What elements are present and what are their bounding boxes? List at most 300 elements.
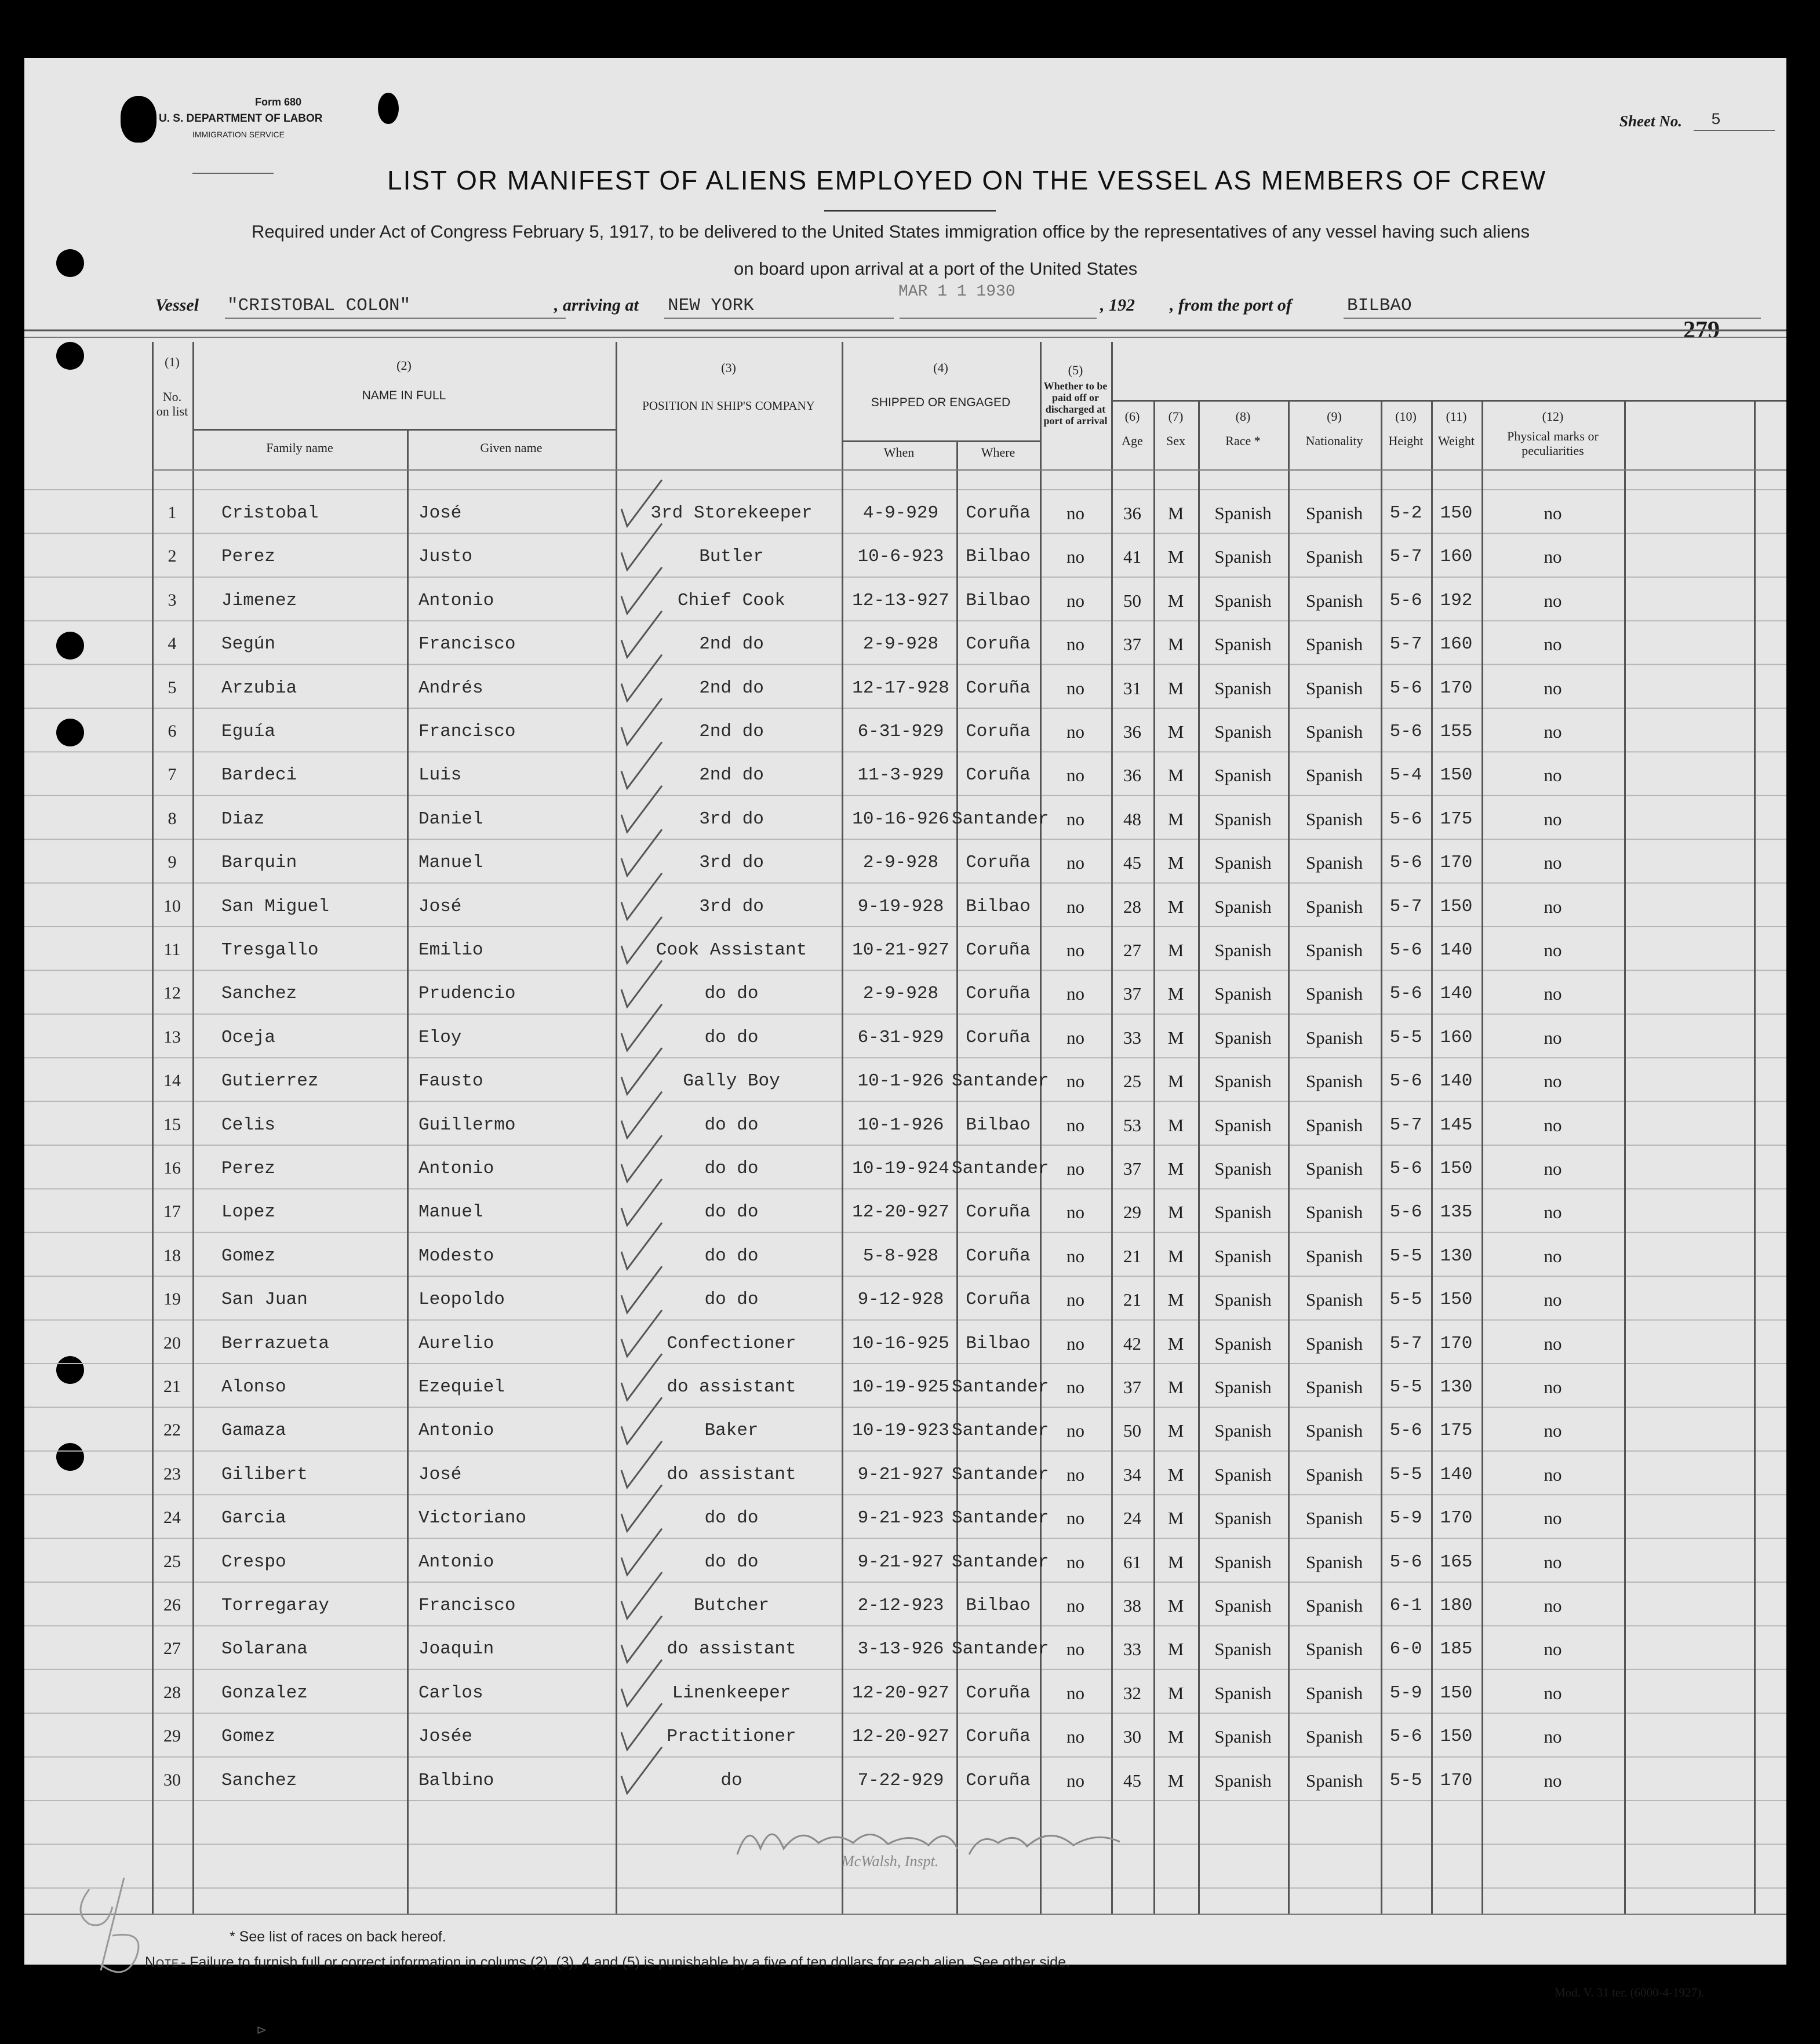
sex: M	[1167, 1114, 1184, 1135]
position: do do	[704, 1551, 759, 1572]
col4-where-label: Where	[981, 445, 1015, 460]
col6-number: (6)	[1124, 409, 1140, 424]
engaged-date: 5-8-928	[862, 1245, 939, 1266]
height: 5-6	[1389, 983, 1422, 1004]
physical-marks: no	[1544, 765, 1562, 786]
sex: M	[1167, 1726, 1184, 1747]
engaged-date: 9-21-923	[857, 1508, 944, 1529]
height: 5-6	[1389, 677, 1422, 698]
race: Spanish	[1214, 1770, 1272, 1791]
position: do assistant	[667, 1377, 796, 1397]
family-name: San Juan	[221, 1289, 308, 1310]
position: Cook Assistant	[656, 940, 807, 960]
engaged-date: 9-19-928	[857, 896, 944, 917]
height: 5-5	[1389, 1027, 1422, 1048]
engaged-date: 2-12-923	[857, 1595, 944, 1616]
age: 33	[1123, 1027, 1141, 1048]
engaged-date: 7-22-929	[857, 1770, 944, 1791]
paid-off: no	[1066, 1377, 1084, 1397]
engaged-date: 12-20-927	[852, 1682, 949, 1703]
engaged-place: Santander	[952, 1639, 1049, 1660]
subtitle-line-2: on board upon arrival at a port of the United States	[734, 258, 1138, 279]
sex: M	[1167, 1158, 1184, 1179]
age: 45	[1123, 1770, 1141, 1791]
col6-label: Age	[1122, 433, 1143, 448]
given-name: Antonio	[418, 1158, 494, 1179]
nationality: Spanish	[1305, 1289, 1363, 1310]
engaged-place: Coruña	[966, 940, 1031, 960]
race: Spanish	[1214, 1420, 1272, 1441]
sex: M	[1167, 590, 1184, 611]
engaged-date: 10-16-925	[852, 1333, 949, 1354]
nationality: Spanish	[1305, 1726, 1363, 1747]
engaged-date: 10-19-923	[852, 1420, 949, 1441]
sex: M	[1167, 852, 1184, 873]
engaged-place: Santander	[952, 1508, 1049, 1529]
row-number: 21	[163, 1377, 181, 1396]
paid-off: no	[1066, 722, 1084, 742]
position: do do	[704, 1202, 759, 1223]
sex: M	[1167, 1377, 1184, 1397]
given-name: Manuel	[418, 852, 483, 873]
physical-marks: no	[1544, 1682, 1562, 1703]
weight: 145	[1440, 1114, 1473, 1135]
engaged-place: Santander	[952, 1464, 1049, 1485]
height: 5-5	[1389, 1464, 1422, 1485]
form-ruling	[24, 58, 1786, 1965]
col1-number: (1)	[165, 355, 180, 369]
engaged-date: 6-31-929	[857, 1027, 944, 1048]
given-name: Fausto	[418, 1071, 483, 1092]
engaged-date: 10-1-926	[857, 1071, 944, 1092]
family-name: Solarana	[221, 1639, 308, 1660]
given-name: Modesto	[418, 1245, 494, 1266]
height: 6-0	[1389, 1639, 1422, 1660]
age: 45	[1123, 852, 1141, 873]
sex: M	[1167, 1770, 1184, 1791]
row-number: 19	[163, 1289, 181, 1309]
weight: 150	[1440, 1726, 1473, 1747]
engaged-date: 10-19-924	[852, 1158, 949, 1179]
race: Spanish	[1214, 1333, 1272, 1354]
physical-marks: no	[1544, 1464, 1562, 1485]
race: Spanish	[1214, 1464, 1272, 1485]
sex: M	[1167, 1420, 1184, 1441]
row-number: 1	[168, 503, 177, 522]
family-name: Cristobal	[221, 503, 319, 523]
sex: M	[1167, 546, 1184, 567]
family-name: Perez	[221, 546, 276, 567]
given-name: Guillermo	[418, 1114, 516, 1135]
row-number: 9	[168, 852, 177, 872]
physical-marks: no	[1544, 546, 1562, 567]
paid-off: no	[1066, 1289, 1084, 1310]
family-name: Celis	[221, 1114, 276, 1135]
age: 29	[1123, 1202, 1141, 1223]
given-name: Francisco	[418, 722, 516, 742]
family-name: Gamaza	[221, 1420, 286, 1441]
weight: 170	[1440, 1770, 1473, 1791]
family-name: Sanchez	[221, 1770, 297, 1791]
height: 5-7	[1389, 1333, 1422, 1354]
family-name: Alonso	[221, 1377, 286, 1397]
engaged-place: Coruña	[966, 1027, 1031, 1048]
sex: M	[1167, 1595, 1184, 1616]
row-number: 17	[163, 1202, 181, 1222]
position: Baker	[704, 1420, 759, 1441]
race: Spanish	[1214, 1377, 1272, 1397]
paid-off: no	[1066, 1333, 1084, 1354]
family-name: Jimenez	[221, 590, 297, 611]
paid-off: no	[1066, 983, 1084, 1004]
family-name: Perez	[221, 1158, 276, 1179]
engaged-place: Santander	[952, 1551, 1049, 1572]
height: 5-2	[1389, 503, 1422, 523]
position: Butcher	[693, 1595, 770, 1616]
svg-text:McWalsh, Inspt.: McWalsh, Inspt.	[842, 1853, 939, 1870]
engaged-place: Coruña	[966, 983, 1031, 1004]
nationality: Spanish	[1305, 503, 1363, 523]
engaged-date: 10-19-925	[852, 1377, 949, 1397]
sex: M	[1167, 722, 1184, 742]
engaged-date: 9-12-928	[857, 1289, 944, 1310]
position: 3rd do	[699, 852, 764, 873]
family-name: Gomez	[221, 1245, 276, 1266]
col8-label: Race *	[1225, 433, 1261, 448]
nationality: Spanish	[1305, 546, 1363, 567]
paid-off: no	[1066, 1726, 1084, 1747]
given-name: Justo	[418, 546, 473, 567]
engaged-date: 4-9-929	[862, 503, 939, 523]
family-name: Crespo	[221, 1551, 286, 1572]
height: 5-4	[1389, 765, 1422, 786]
age: 27	[1123, 940, 1141, 960]
nationality: Spanish	[1305, 1114, 1363, 1135]
height: 5-6	[1389, 940, 1422, 960]
nationality: Spanish	[1305, 722, 1363, 742]
column-divider	[192, 342, 194, 1914]
paid-off: no	[1066, 808, 1084, 829]
header-rule	[1111, 400, 1786, 402]
family-name: Sanchez	[221, 983, 297, 1004]
age: 24	[1123, 1508, 1141, 1529]
engaged-date: 6-31-929	[857, 722, 944, 742]
height: 5-6	[1389, 1158, 1422, 1179]
weight: 160	[1440, 546, 1473, 567]
age: 37	[1123, 983, 1141, 1004]
age: 34	[1123, 1464, 1141, 1485]
given-name: Emilio	[418, 940, 483, 960]
row-number: 15	[163, 1114, 181, 1134]
weight: 175	[1440, 808, 1473, 829]
engaged-date: 12-17-928	[852, 677, 949, 698]
age: 25	[1123, 1071, 1141, 1092]
sex: M	[1167, 1027, 1184, 1048]
engaged-date: 2-9-928	[862, 983, 939, 1004]
race: Spanish	[1214, 1551, 1272, 1572]
height: 5-5	[1389, 1289, 1422, 1310]
nationality: Spanish	[1305, 1158, 1363, 1179]
position: Practitioner	[667, 1726, 796, 1747]
column-divider	[407, 429, 409, 1914]
race: Spanish	[1214, 1726, 1272, 1747]
sex: M	[1167, 1071, 1184, 1092]
weight: 192	[1440, 590, 1473, 611]
sex: M	[1167, 1289, 1184, 1310]
position: do do	[704, 1245, 759, 1266]
physical-marks: no	[1544, 1245, 1562, 1266]
paid-off: no	[1066, 852, 1084, 873]
engaged-date: 11-3-929	[857, 765, 944, 786]
column-divider	[1624, 400, 1626, 1914]
race: Spanish	[1214, 1639, 1272, 1660]
height: 5-6	[1389, 1551, 1422, 1572]
given-name: Antonio	[418, 590, 494, 611]
service-name: IMMIGRATION SERVICE	[192, 130, 285, 139]
height: 5-9	[1389, 1508, 1422, 1529]
weight: 130	[1440, 1245, 1473, 1266]
row-number: 30	[163, 1770, 181, 1790]
paid-off: no	[1066, 1639, 1084, 1660]
header-rule	[192, 429, 616, 431]
physical-marks: no	[1544, 634, 1562, 655]
row-number: 14	[163, 1071, 181, 1091]
physical-marks: no	[1544, 852, 1562, 873]
engaged-place: Santander	[952, 1071, 1049, 1092]
nationality: Spanish	[1305, 940, 1363, 960]
sex: M	[1167, 503, 1184, 523]
race: Spanish	[1214, 1071, 1272, 1092]
sex: M	[1167, 1639, 1184, 1660]
engaged-date: 10-6-923	[857, 546, 944, 567]
col8-number: (8)	[1235, 409, 1251, 424]
height: 6-1	[1389, 1595, 1422, 1616]
given-name: Ezequiel	[418, 1377, 505, 1397]
given-name: Eloy	[418, 1027, 462, 1048]
department-name: U. S. DEPARTMENT OF LABOR	[159, 112, 323, 125]
given-name: Daniel	[418, 808, 483, 829]
age: 21	[1123, 1245, 1141, 1266]
nationality: Spanish	[1305, 852, 1363, 873]
from-port-label: , from the port of	[1170, 296, 1292, 315]
col10-number: (10)	[1395, 409, 1417, 424]
nationality: Spanish	[1305, 1420, 1363, 1441]
nationality: Spanish	[1305, 896, 1363, 917]
row-number: 28	[163, 1682, 181, 1702]
weight: 140	[1440, 940, 1473, 960]
paid-off: no	[1066, 940, 1084, 960]
paid-off: no	[1066, 1595, 1084, 1616]
physical-marks: no	[1544, 722, 1562, 742]
given-name: Carlos	[418, 1682, 483, 1703]
age: 42	[1123, 1333, 1141, 1354]
weight: 160	[1440, 1027, 1473, 1048]
sex: M	[1167, 1464, 1184, 1485]
nationality: Spanish	[1305, 1377, 1363, 1397]
position: 3rd do	[699, 808, 764, 829]
sex: M	[1167, 634, 1184, 655]
col12-number: (12)	[1542, 409, 1564, 424]
paid-off: no	[1066, 1420, 1084, 1441]
physical-marks: no	[1544, 1508, 1562, 1529]
race: Spanish	[1214, 677, 1272, 698]
physical-marks: no	[1544, 1551, 1562, 1572]
row-number: 8	[168, 808, 177, 828]
vessel-name: "CRISTOBAL COLON"	[227, 296, 411, 316]
given-name: Josée	[418, 1726, 473, 1747]
engaged-date: 10-1-926	[857, 1114, 944, 1135]
age: 50	[1123, 1420, 1141, 1441]
col11-label: Weight	[1438, 433, 1475, 448]
race: Spanish	[1214, 503, 1272, 523]
race: Spanish	[1214, 983, 1272, 1004]
position: 2nd do	[699, 765, 764, 786]
given-name: José	[418, 896, 462, 917]
header-rule	[152, 469, 1786, 471]
paid-off: no	[1066, 590, 1084, 611]
sex: M	[1167, 1202, 1184, 1223]
nationality: Spanish	[1305, 1071, 1363, 1092]
nationality: Spanish	[1305, 1682, 1363, 1703]
document-title: LIST OR MANIFEST OF ALIENS EMPLOYED ON THE VESSEL AS MEMBERS OF CREW	[387, 165, 1547, 195]
manifest-page	[24, 58, 1786, 2037]
weight: 150	[1440, 503, 1473, 523]
row-number: 22	[163, 1420, 181, 1440]
nationality: Spanish	[1305, 1770, 1363, 1791]
inspector-signature	[726, 1808, 1143, 1872]
weight: 150	[1440, 1682, 1473, 1703]
given-name: Balbino	[418, 1770, 494, 1791]
age: 21	[1123, 1289, 1141, 1310]
height: 5-6	[1389, 722, 1422, 742]
position: do	[720, 1770, 742, 1791]
age: 61	[1123, 1551, 1141, 1572]
paid-off: no	[1066, 1682, 1084, 1703]
nationality: Spanish	[1305, 1508, 1363, 1529]
paid-off: no	[1066, 1464, 1084, 1485]
age: 37	[1123, 634, 1141, 655]
arriving-label: , arriving at	[554, 296, 639, 315]
engaged-place: Coruña	[966, 765, 1031, 786]
age: 36	[1123, 765, 1141, 786]
physical-marks: no	[1544, 940, 1562, 960]
weight: 140	[1440, 983, 1473, 1004]
age: 33	[1123, 1639, 1141, 1660]
nationality: Spanish	[1305, 765, 1363, 786]
table-bottom-rule	[24, 1914, 1786, 1915]
year-label: , 192	[1100, 296, 1135, 315]
physical-marks: no	[1544, 896, 1562, 917]
row-number: 10	[163, 896, 181, 916]
races-footnote: * See list of races on back hereof.	[230, 1929, 446, 1945]
race: Spanish	[1214, 634, 1272, 655]
weight: 150	[1440, 765, 1473, 786]
row-number: 27	[163, 1639, 181, 1659]
engaged-place: Coruña	[966, 677, 1031, 698]
physical-marks: no	[1544, 1289, 1562, 1310]
given-name: Manuel	[418, 1202, 483, 1223]
given-name: Luis	[418, 765, 462, 786]
nationality: Spanish	[1305, 808, 1363, 829]
engaged-place: Coruña	[966, 1770, 1031, 1791]
position: 3rd do	[699, 896, 764, 917]
row-number: 26	[163, 1595, 181, 1615]
engaged-date: 2-9-928	[862, 634, 939, 655]
race: Spanish	[1214, 1027, 1272, 1048]
weight: 155	[1440, 722, 1473, 742]
engaged-place: Coruña	[966, 1289, 1031, 1310]
position: Linenkeeper	[672, 1682, 791, 1703]
row-number: 6	[168, 722, 177, 741]
engaged-place: Coruña	[966, 1245, 1031, 1266]
paid-off: no	[1066, 546, 1084, 567]
weight: 170	[1440, 677, 1473, 698]
physical-marks: no	[1544, 1333, 1562, 1354]
col3-number: (3)	[721, 360, 736, 375]
nationality: Spanish	[1305, 1202, 1363, 1223]
position: do do	[704, 1158, 759, 1179]
row-number: 2	[168, 546, 177, 566]
column-divider	[1754, 400, 1756, 1914]
paid-off: no	[1066, 1158, 1084, 1179]
departure-port: BILBAO	[1347, 296, 1412, 316]
row-number: 18	[163, 1245, 181, 1265]
family-name: Barquin	[221, 852, 297, 873]
given-name: Victoriano	[418, 1508, 527, 1529]
family-name: Oceja	[221, 1027, 276, 1048]
position: Gally Boy	[683, 1071, 780, 1092]
weight: 180	[1440, 1595, 1473, 1616]
race: Spanish	[1214, 1289, 1272, 1310]
physical-marks: no	[1544, 1420, 1562, 1441]
physical-marks: no	[1544, 1770, 1562, 1791]
subtitle-line-1: Required under Act of Congress February 5, 1917, to be delivered to the United States immigration office by the representatives of any vessel having such aliens	[252, 221, 1530, 242]
physical-marks: no	[1544, 503, 1562, 523]
weight: 160	[1440, 634, 1473, 655]
given-name: José	[418, 1464, 462, 1485]
physical-marks: no	[1544, 1377, 1562, 1397]
row-number: 11	[163, 940, 181, 959]
weight: 170	[1440, 1333, 1473, 1354]
height: 5-7	[1389, 546, 1422, 567]
sex: M	[1167, 677, 1184, 698]
paid-off: no	[1066, 634, 1084, 655]
weight: 170	[1440, 852, 1473, 873]
engaged-date: 9-21-927	[857, 1464, 944, 1485]
paid-off: no	[1066, 1027, 1084, 1048]
col9-label: Nationality	[1305, 433, 1363, 448]
engaged-place: Coruña	[966, 503, 1031, 523]
race: Spanish	[1214, 546, 1272, 567]
weight: 140	[1440, 1071, 1473, 1092]
paid-off: no	[1066, 1114, 1084, 1135]
row-number: 29	[163, 1726, 181, 1746]
edge-mark: ⊳	[256, 2023, 267, 2037]
position: do do	[704, 1508, 759, 1529]
nationality: Spanish	[1305, 1595, 1363, 1616]
family-name: Bardeci	[221, 765, 297, 786]
weight: 165	[1440, 1551, 1473, 1572]
family-name: Arzubia	[221, 677, 297, 698]
race: Spanish	[1214, 722, 1272, 742]
family-name: Torregaray	[221, 1595, 330, 1616]
physical-marks: no	[1544, 677, 1562, 698]
age: 50	[1123, 590, 1141, 611]
height: 5-7	[1389, 1114, 1422, 1135]
col2-number: (2)	[396, 358, 412, 373]
nationality: Spanish	[1305, 1245, 1363, 1266]
given-name: Prudencio	[418, 983, 516, 1004]
